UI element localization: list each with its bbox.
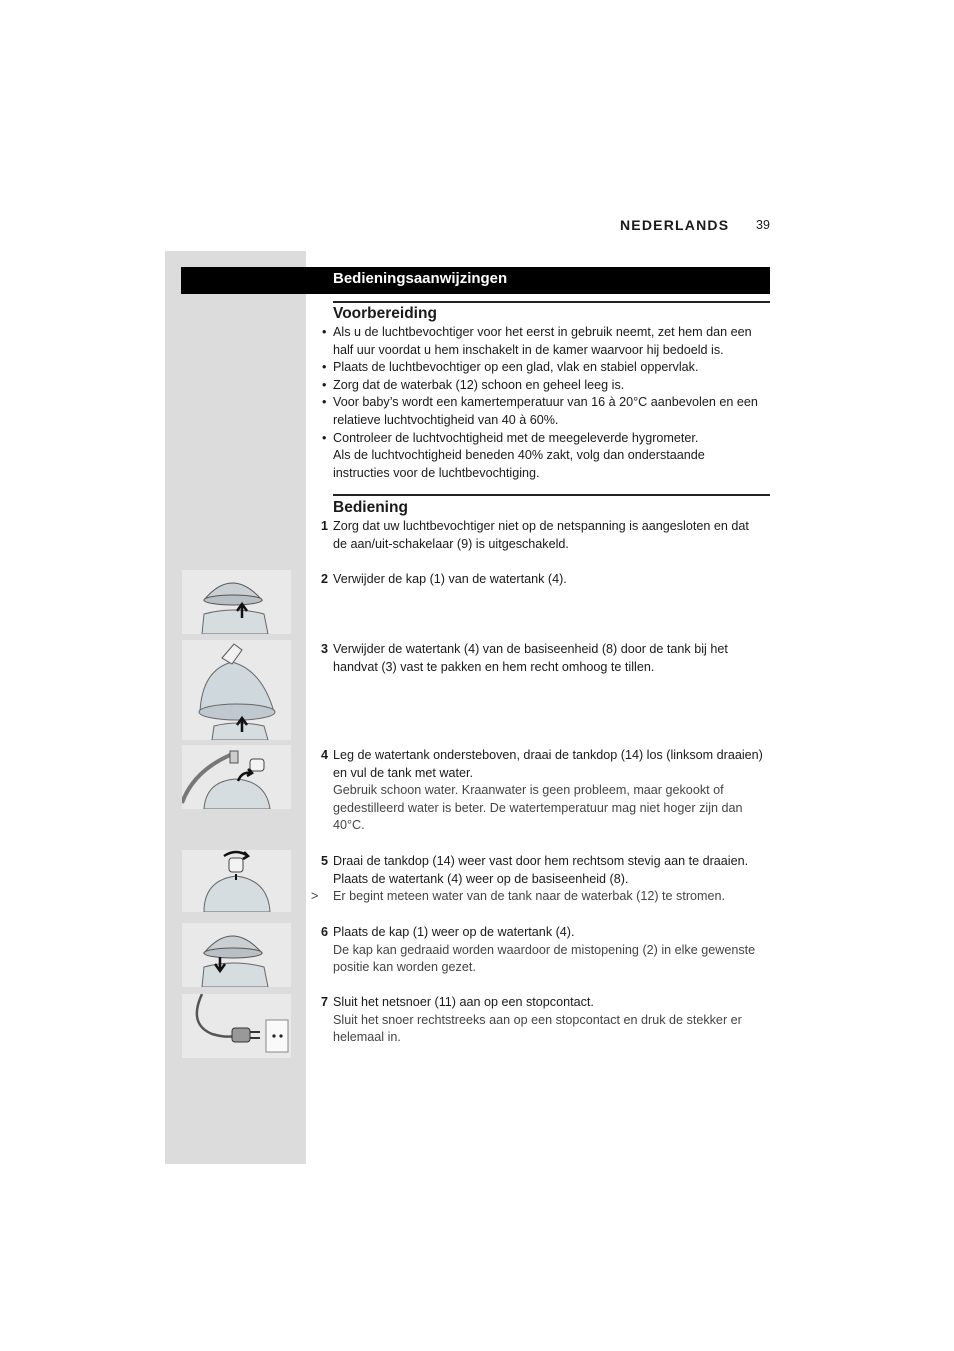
list-item: • Controleer de luchtvochtigheid met de meegeleverde hygrometer. (322, 430, 699, 445)
result-marker: > (311, 889, 319, 904)
prep-bullet-list (322, 324, 773, 482)
section-rule-prep (333, 301, 770, 303)
step-5: 5 Draai de tankdop (14) weer vast door hem rechtsom stevig aan te draaien. Plaats de watertank (4) weer op de basiseenheid (8). > Er begint meteen water van de tank naar de waterbak (12) te stromen. (333, 853, 765, 906)
step-2: 2 Verwijder de kap (1) van de watertank (4). (321, 572, 567, 586)
page-number: 39 (756, 218, 770, 232)
step-6-note: De kap kan gedraaid worden waardoor de mistopening (2) in elke gewenste positie kan worden gezet. (333, 942, 756, 975)
step-4-note: Gebruik schoon water. Kraanwater is geen probleem, maar gekookt of gedestilleerd water is beter. De watertemperatuur mag niet hoger zijn dan 40°C. (333, 783, 743, 833)
illustration-fill-tank (182, 745, 291, 809)
section-rule-operation (333, 494, 770, 496)
heading-voorbereiding: Voorbereiding (333, 305, 437, 322)
step-7: 7 Sluit het netsnoer (11) aan op een stopcontact. Sluit het snoer rechtstreeks aan op een stopcontact en druk de stekker er helemaal in. (333, 994, 763, 1047)
illustration-close-cap (182, 850, 291, 912)
step-6: 6 Plaats de kap (1) weer op de watertank (4). De kap kan gedraaid worden waardoor de mistopening (2) in elke gewenste positie kan worden gezet. (333, 924, 763, 977)
step-1: 1 Zorg dat uw luchtbevochtiger niet op de netspanning is aangesloten en dat de aan/uit-schakelaar (9) is uitgeschakeld. (321, 519, 749, 551)
step-3: 3 Verwijder de watertank (4) van de basiseenheid (8) door de tank bij het handvat (3) vast te pakken en hem recht omhoog te tillen. (321, 642, 728, 674)
list-item: • Voor baby’s wordt een kamertemperatuur van 16 à 20°C aanbevolen en een relatieve luchtvochtigheid van 40 à 60%. (322, 395, 758, 427)
illustration-remove-cover (182, 570, 291, 634)
illustration-place-cover (182, 923, 291, 987)
page-title: Bedieningsaanwijzingen (333, 270, 508, 287)
illustration-lift-tank (182, 640, 291, 740)
illustration-plug-in (182, 994, 291, 1058)
step-7-note: Sluit het snoer rechtstreeks aan op een stopcontact en druk de stekker er helemaal in. (333, 1012, 742, 1045)
heading-bediening: Bediening (333, 499, 408, 516)
step-5-result: > Er begint meteen water van de tank naar de waterbak (12) te stromen. (311, 888, 765, 906)
header-language: NEDERLANDS (620, 217, 730, 233)
list-item: • Plaats de luchtbevochtiger op een glad, vlak en stabiel oppervlak. (322, 360, 699, 375)
list-item: • Als u de luchtbevochtiger voor het eerst in gebruik neemt, zet hem dan een half uur voordat u hem inschakelt in de kamer waarvoor hij bedoeld is. (322, 325, 752, 357)
step-4: 4 Leg de watertank ondersteboven, draai de tankdop (14) los (linksom draaien) en vul de tank met water. Gebruik schoon water. Kraanwater is geen probleem, maar gekookt of gedestilleerd water is beter. De watertemperatuur mag niet hoger zijn dan 40°C. (333, 747, 763, 835)
list-item: • Zorg dat de waterbak (12) schoon en geheel leeg is. (322, 377, 625, 392)
list-item-continuation: Als de luchtvochtigheid beneden 40% zakt, volg dan onderstaande instructies voor de luchtbevochtiging. (333, 448, 705, 480)
